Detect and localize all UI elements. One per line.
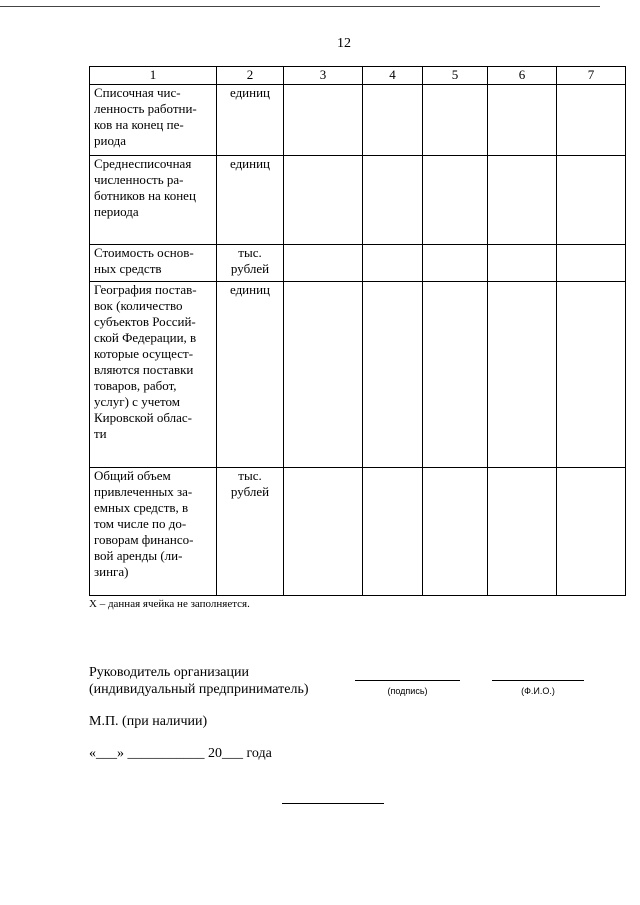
table-cell[interactable]	[284, 245, 363, 282]
row-indicator-name: Списочная чис- ленность работни- ков на конец пе- риода	[90, 85, 217, 156]
row-unit: тыс. рублей	[217, 245, 284, 282]
table-cell[interactable]	[488, 282, 557, 468]
row-indicator-name: Стоимость основ- ных средств	[90, 245, 217, 282]
column-header: 7	[557, 67, 626, 85]
table-cell[interactable]	[363, 156, 423, 245]
table-cell[interactable]	[423, 468, 488, 596]
row-indicator-name: Среднесписочная численность ра- ботников на конец периода	[90, 156, 217, 245]
table-cell[interactable]	[488, 85, 557, 156]
table-cell[interactable]	[488, 245, 557, 282]
table-cell[interactable]	[488, 468, 557, 596]
header-row	[90, 67, 626, 85]
signature-line[interactable]	[355, 680, 460, 681]
column-header: 2	[217, 67, 284, 85]
signatory-title: Руководитель организации (индивидуальный предприниматель)	[89, 665, 309, 697]
table-cell[interactable]	[423, 245, 488, 282]
table-cell[interactable]	[557, 156, 626, 245]
row-indicator-name: Общий объем привлеченных за- емных средств, в том числе по до- говорам финансо- вой аренды (ли- зинга)	[90, 468, 217, 596]
table-cell[interactable]	[557, 282, 626, 468]
table-cell[interactable]	[423, 282, 488, 468]
column-header: 3	[284, 67, 363, 85]
table-cell[interactable]	[423, 156, 488, 245]
row-unit: единиц	[217, 282, 284, 468]
table-cell[interactable]	[284, 282, 363, 468]
table-cell[interactable]	[557, 245, 626, 282]
date-line: «___» ___________ 20___ года	[89, 746, 272, 761]
column-header: 4	[363, 67, 423, 85]
row-unit: единиц	[217, 85, 284, 156]
table-cell[interactable]	[557, 468, 626, 596]
signature-caption: (подпись)	[387, 686, 428, 696]
column-header: 1	[90, 67, 217, 85]
table-cell[interactable]	[363, 282, 423, 468]
table-cell[interactable]	[284, 468, 363, 596]
table-cell[interactable]	[423, 85, 488, 156]
page-number: 12	[337, 36, 351, 51]
top-rule	[0, 6, 600, 7]
row-indicator-name: География постав- вок (количество субъектов Россий- ской Федерации, в которые осущест- вляются поставки товаров, работ, услуг) с учетом Кировской облас- ти	[90, 282, 217, 468]
name-line[interactable]	[492, 680, 584, 681]
table-row	[90, 468, 626, 596]
table-cell[interactable]	[363, 85, 423, 156]
table-cell[interactable]	[363, 468, 423, 596]
table-cell[interactable]	[284, 85, 363, 156]
row-unit: тыс. рублей	[217, 468, 284, 596]
table-cell[interactable]	[284, 156, 363, 245]
stamp-placeholder: М.П. (при наличии)	[89, 714, 208, 729]
footnote: X – данная ячейка не заполняется.	[89, 598, 250, 610]
table-cell[interactable]	[557, 85, 626, 156]
table-cell[interactable]	[488, 156, 557, 245]
column-header: 6	[488, 67, 557, 85]
data-table	[89, 66, 626, 596]
table-row	[90, 85, 626, 156]
column-header: 5	[423, 67, 488, 85]
table-row	[90, 156, 626, 245]
table-row	[90, 245, 626, 282]
table-cell[interactable]	[363, 245, 423, 282]
name-caption: (Ф.И.О.)	[521, 686, 555, 696]
row-unit: единиц	[217, 156, 284, 245]
table-row	[90, 282, 626, 468]
end-rule	[282, 803, 384, 804]
